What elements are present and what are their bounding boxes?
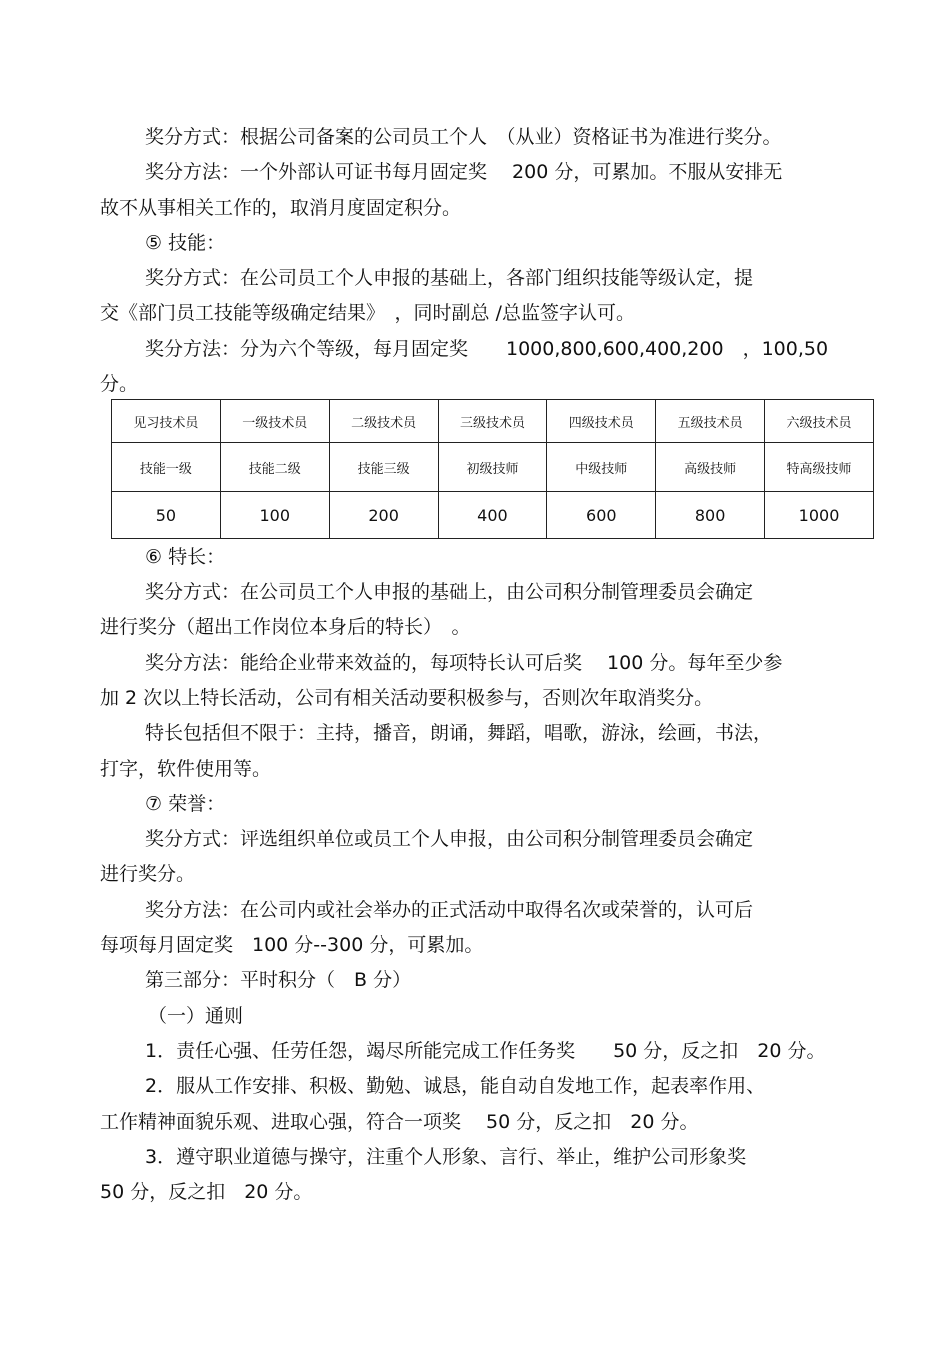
text-line: 工作精神面貌乐观、进取心强，符合一项奖 50 分，反之扣 20 分。	[100, 1111, 699, 1133]
text-line: 故不从事相关工作的，取消月度固定积分。	[100, 197, 462, 219]
table-cell: 1000	[765, 492, 874, 539]
subsection-heading: （一）通则	[148, 1005, 244, 1027]
section-heading: ⑥ 特长：	[145, 546, 226, 568]
table-cell: 400	[438, 492, 547, 539]
skill-grade-table	[111, 399, 874, 539]
table-cell: 高级技师	[656, 443, 765, 492]
part-heading: 第三部分：平时积分（ B 分）	[145, 969, 412, 991]
table-cell: 五级技术员	[656, 400, 765, 443]
text-line: 50 分，反之扣 20 分。	[100, 1181, 313, 1203]
table-cell: 50	[112, 492, 221, 539]
text-line: 加 2 次以上特长活动，公司有相关活动要积极参与，否则次年取消奖分。	[100, 687, 714, 709]
text-line: 奖分方法：分为六个等级，每月固定奖 1000,800,600,400,200 ，100,50	[145, 338, 829, 360]
text-line: 进行奖分（超出工作岗位本身后的特长） 。	[100, 616, 471, 638]
table-cell: 200	[329, 492, 438, 539]
text-line: 奖分方式：根据公司备案的公司员工个人 （从业）资格证书为准进行奖分。	[145, 126, 782, 148]
table-cell: 技能二级	[220, 443, 329, 492]
table-cell: 特高级技师	[765, 443, 874, 492]
table-cell: 中级技师	[547, 443, 656, 492]
text-line: 进行奖分。	[100, 863, 196, 885]
table-cell: 四级技术员	[547, 400, 656, 443]
text-line: 奖分方式：在公司员工个人申报的基础上，各部门组织技能等级认定，提	[145, 267, 754, 289]
text-line: 奖分方法：能给企业带来效益的，每项特长认可后奖 100 分。每年至少参	[145, 652, 783, 674]
table-cell: 见习技术员	[112, 400, 221, 443]
table-cell: 技能一级	[112, 443, 221, 492]
table-row-titles	[112, 400, 874, 443]
text-line: 奖分方法：一个外部认可证书每月固定奖 200 分，可累加。不服从安排无	[145, 161, 783, 183]
table-row-levels	[112, 443, 874, 492]
table-cell: 一级技术员	[220, 400, 329, 443]
text-line: 奖分方法：在公司内或社会举办的正式活动中取得名次或荣誉的，认可后	[145, 899, 754, 921]
table-cell: 800	[656, 492, 765, 539]
text-line: 2．服从工作安排、积极、勤勉、诚恳，能自动自发地工作，起表率作用、	[145, 1075, 766, 1097]
table-cell: 600	[547, 492, 656, 539]
table-cell: 技能三级	[329, 443, 438, 492]
table-row-points	[112, 492, 874, 539]
section-heading: ⑤ 技能：	[145, 232, 226, 254]
table-cell: 二级技术员	[329, 400, 438, 443]
table-cell: 100	[220, 492, 329, 539]
section-heading: ⑦ 荣誉：	[145, 793, 226, 815]
text-line: 奖分方式：在公司员工个人申报的基础上，由公司积分制管理委员会确定	[145, 581, 754, 603]
table-cell: 六级技术员	[765, 400, 874, 443]
text-line: 特长包括但不限于：主持，播音，朗诵，舞蹈，唱歌，游泳，绘画，书法，	[145, 722, 773, 744]
table-cell: 三级技术员	[438, 400, 547, 443]
text-line: 分。	[100, 373, 139, 395]
text-line: 打字，软件使用等。	[100, 758, 272, 780]
table-cell: 初级技师	[438, 443, 547, 492]
text-line: 每项每月固定奖 100 分--300 分，可累加。	[100, 934, 484, 956]
text-line: 奖分方式：评选组织单位或员工个人申报，由公司积分制管理委员会确定	[145, 828, 754, 850]
text-line: 1．责任心强、任劳任怨，竭尽所能完成工作任务奖 50 分，反之扣 20 分。	[145, 1040, 826, 1062]
text-line: 交《部门员工技能等级确定结果》 ，同时副总 /总监签字认可。	[100, 302, 635, 324]
text-line: 3．遵守职业道德与操守，注重个人形象、言行、举止，维护公司形象奖	[145, 1146, 747, 1168]
